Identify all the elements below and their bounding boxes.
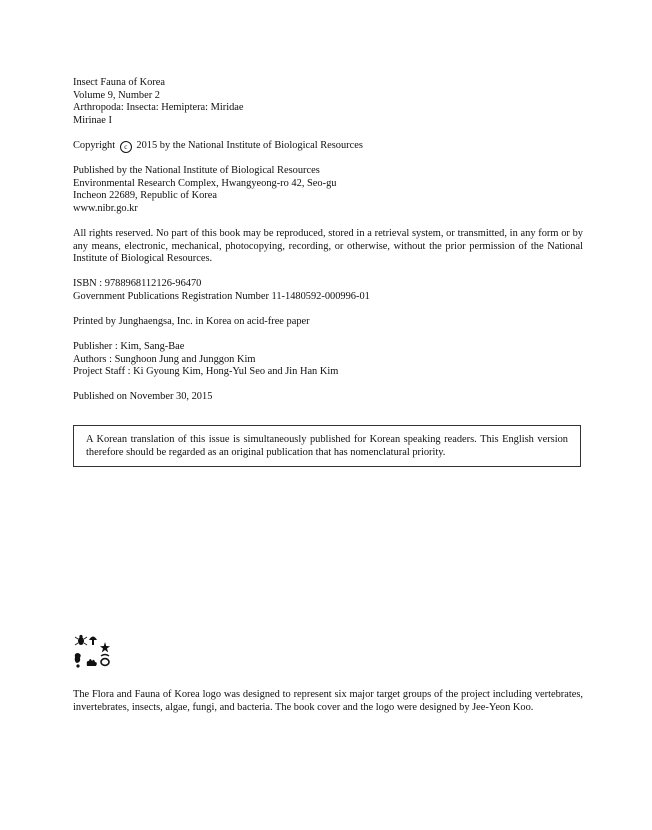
project-staff-line: Project Staff : Ki Gyoung Kim, Hong-Yul Seo and Jin Han Kim [73, 366, 339, 378]
publisher-address [73, 165, 583, 215]
isbn-info [73, 278, 583, 303]
series-title: Insect Fauna of Korea [73, 77, 166, 88]
rights-text: All rights reserved. No part of this book may be reproduced, stored in a retrieval system, or transmitted, in any form or by any means, electronic, mechanical, photocopying, recording, or otherwise, without the prior permission of the National Institute of Biological Resources. [73, 228, 583, 265]
subfamily-line: Mirinae I [73, 114, 112, 126]
volume-number: Volume 9, Number 2 [73, 89, 160, 101]
printed-by: Printed by Junghaengsa, Inc. in Korea on acid-free paper [73, 316, 310, 327]
published-on: Published on November 30, 2015 [73, 391, 213, 402]
logo-caption [73, 689, 583, 714]
taxonomy-line: Arthropoda: Insecta: Hemiptera: Miridae [73, 102, 244, 114]
copyright-prefix: Copyright [73, 140, 116, 151]
rights-statement [73, 228, 583, 266]
series-info [73, 77, 583, 127]
address-line-2: Incheon 22689, Republic of Korea [73, 190, 217, 202]
publisher-name: Published by the National Institute of Biological Resources [73, 165, 320, 176]
translation-notice-text: A Korean translation of this issue is simultaneously published for Korean speaking readers. This English version therefore should be regarded as an original publication that has nomenclatural priority. [86, 434, 568, 458]
authors-line: Authors : Sunghoon Jung and Junggon Kim [73, 353, 256, 365]
website-url: www.nibr.go.kr [73, 202, 138, 214]
flora-fauna-logo-icon [72, 633, 114, 675]
publisher-person: Publisher : Kim, Sang-Bae [73, 341, 185, 352]
translation-notice-box [73, 425, 581, 467]
isbn-number: ISBN : 9788968112126-96470 [73, 278, 202, 289]
staff-info [73, 341, 583, 379]
copyright-suffix: 2015 by the National Institute of Biological Resources [136, 140, 363, 151]
printer-info [73, 316, 583, 329]
copyright-symbol-icon: c [120, 141, 132, 153]
publication-date [73, 391, 583, 404]
logo-caption-text: The Flora and Fauna of Korea logo was designed to represent six major target groups of the project including vertebrates, invertebrates, insects, algae, fungi, and bacteria. The book cover and the logo were designed by Jee-Yeon Koo. [73, 689, 583, 713]
address-line-1: Environmental Research Complex, Hwangyeong-ro 42, Seo-gu [73, 177, 337, 189]
copyright-line [73, 140, 583, 153]
gov-registration-number: Government Publications Registration Number 11-1480592-000996-01 [73, 290, 370, 302]
